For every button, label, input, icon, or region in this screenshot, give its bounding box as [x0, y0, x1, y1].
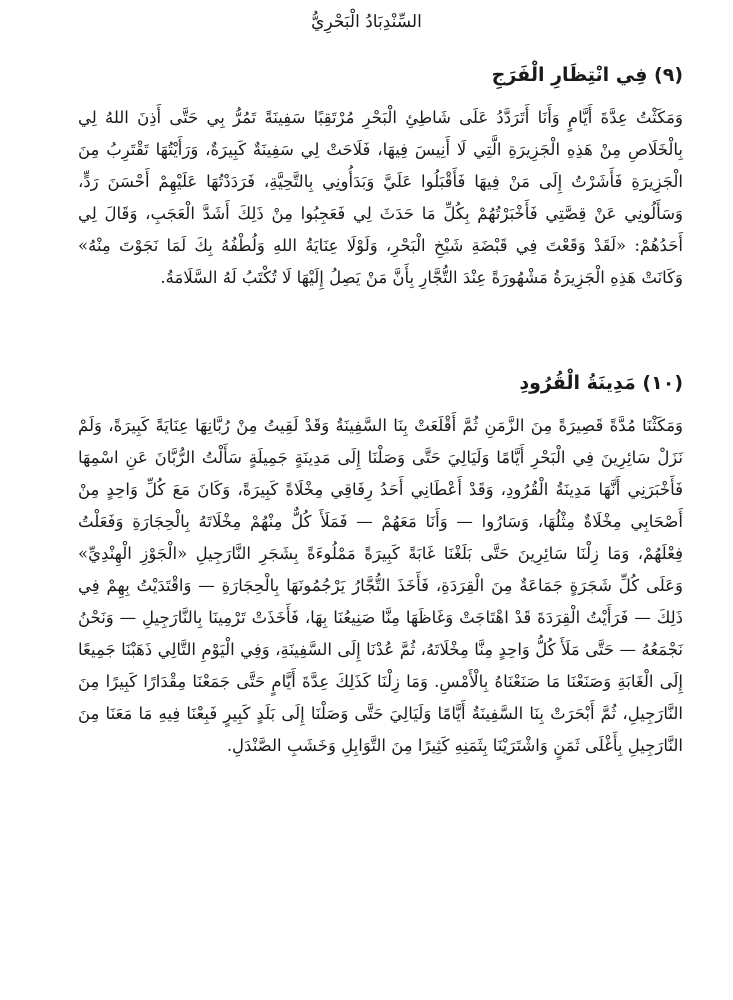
chapter-section-10	[78, 366, 683, 762]
chapter-number: (١٠)	[642, 372, 683, 394]
running-header: السِّنْدِبَادُ الْبَحْرِيُّ	[311, 12, 422, 32]
chapter-title: مَدِينَةُ الْقُرُودِ	[519, 372, 636, 394]
chapter-heading	[78, 58, 683, 92]
chapter-paragraph: وَمَكَثْتُ عِدَّةَ أَيَّامٍ وَأَنَا أَتَرَدَّدُ عَلَى شَاطِئِ الْبَحْرِ مُرْتَقِبًا سَفِينَةً تَمُرُّ بِي حَتَّى أَذِنَ اللهُ لِي بِالْخَلَاصِ مِنْ هَذِهِ الْجَزِيرَةِ الَّتِي لَا أَنِيسَ فِيهَا، فَلَاحَتْ لِي سَفِينَةٌ كَبِيرَةٌ، وَرَأَيْتُهَا تَقْتَرِبُ مِنَ الْجَزِيرَةِ فَأَشَرْتُ إِلَى مَنْ فِيهَا فَأَقْبَلُوا عَلَيَّ وَبَدَأُونِي بِالتَّحِيَّةِ، فَرَدَدْتُهَا عَلَيْهِمْ أَحْسَنَ رَدٍّ، وَسَأَلُونِي عَنْ قِصَّتِي فَأَخْبَرْتُهُمْ بِكُلِّ مَا حَدَثَ لِي فَعَجِبُوا مِنْ ذَلِكَ أَشَدَّ الْعَجَبِ، وَقَالَ لِي أَحَدُهُمْ: «لَقَدْ وَقَعْتَ فِي قَبْضَةِ شَيْخِ الْبَحْرِ، وَلَوْلَا عِنَايَةُ اللهِ وَلُطْفُهُ بِكَ لَمَا نَجَوْتَ مِنْهُ» وَكَانَتْ هَذِهِ الْجَزِيرَةُ مَشْهُورَةً عِنْدَ التُّجَّارِ بِأَنَّ مَنْ يَصِلُ إِلَيْهَا لَا تُكْتَبُ لَهُ السَّلَامَةُ.	[78, 108, 684, 287]
chapter-section-9	[78, 58, 683, 294]
chapter-paragraph: وَمَكَثْنَا مُدَّةً قَصِيرَةً مِنَ الزَّمَنِ ثُمَّ أَقْلَعَتْ بِنَا السَّفِينَةُ وَقَدْ لَقِيتُ مِنْ رُبَّانِهَا عِنَايَةً كَبِيرَةً، وَلَمْ نَزَلْ سَائِرِينَ فِي الْبَحْرِ أَيَّامًا وَلَيَالِيَ حَتَّى وَصَلْنَا إِلَى مَدِينَةٍ جَمِيلَةٍ سَأَلْتُ الرُّبَّانَ عَنِ اسْمِهَا فَأَخْبَرَنِي أَنَّهَا مَدِينَةُ الْقُرُودِ، وَقَدْ أَعْطَانِي أَحَدُ رِفَاقِي مِخْلَاةً كَبِيرَةً، وَكَانَ مَعَ كُلِّ وَاحِدٍ مِنْ أَصْحَابِي مِخْلَاةٌ مِثْلُهَا، وَسَارُوا — وَأَنَا مَعَهُمْ — فَمَلَأَ كُلٌّ مِنْهُمْ مِخْلَاتَهُ بِالْحِجَارَةِ وَفَعَلْتُ فِعْلَهُمْ، وَمَا زِلْنَا سَائِرِينَ حَتَّى بَلَغْنَا غَابَةً كَبِيرَةً مَمْلُوءَةً بِشَجَرِ النَّارَجِيلِ «الْجَوْزِ الْهِنْدِيِّ» وَعَلَى كُلِّ شَجَرَةٍ جَمَاعَةٌ مِنَ الْقِرَدَةِ، فَأَخَذَ التُّجَّارُ يَرْجُمُونَهَا بِالْحِجَارَةِ — وَاقْتَدَيْتُ بِهِمْ فِي ذَلِكَ — فَرَأَيْتُ الْقِرَدَةَ قَدْ اهْتَاجَتْ وَغَاظَهَا مِنَّا صَنِيعُنَا بِهَا، فَأَخَذَتْ تَرْمِينَا بِالنَّارَجِيلِ — وَنَحْنُ نَجْمَعُهُ — حَتَّى مَلَأَ كُلُّ وَاحِدٍ مِنَّا مِخْلَاتَهُ، ثُمَّ عُدْنَا إِلَى السَّفِينَةِ، وَفِي الْيَوْمِ التَّالِي ذَهَبْنَا جَمِيعًا إِلَى الْغَابَةِ وَصَنَعْنَا مَا صَنَعْنَاهُ بِالْأَمْسِ. وَمَا زِلْنَا كَذَلِكَ عِدَّةَ أَيَّامٍ حَتَّى جَمَعْنَا مِقْدَارًا كَبِيرًا مِنَ النَّارَجِيلِ، ثُمَّ أَبْحَرَتْ بِنَا السَّفِينَةُ أَيَّامًا وَلَيَالِيَ حَتَّى وَصَلْنَا إِلَى بَلَدٍ كَبِيرٍ فَبِعْنَا فِيهِ مَا مَعَنَا مِنَ النَّارَجِيلِ بِأَغْلَى ثَمَنٍ وَاشْتَرَيْنَا بِثَمَنِهِ كَثِيرًا مِنَ التَّوَابِلِ وَخَشَبِ الصَّنْدَلِ.	[78, 416, 683, 755]
chapter-heading	[78, 366, 683, 400]
chapter-title: فِي انْتِظَارِ الْفَرَجِ	[491, 64, 648, 86]
chapter-number: (٩)	[654, 64, 683, 86]
